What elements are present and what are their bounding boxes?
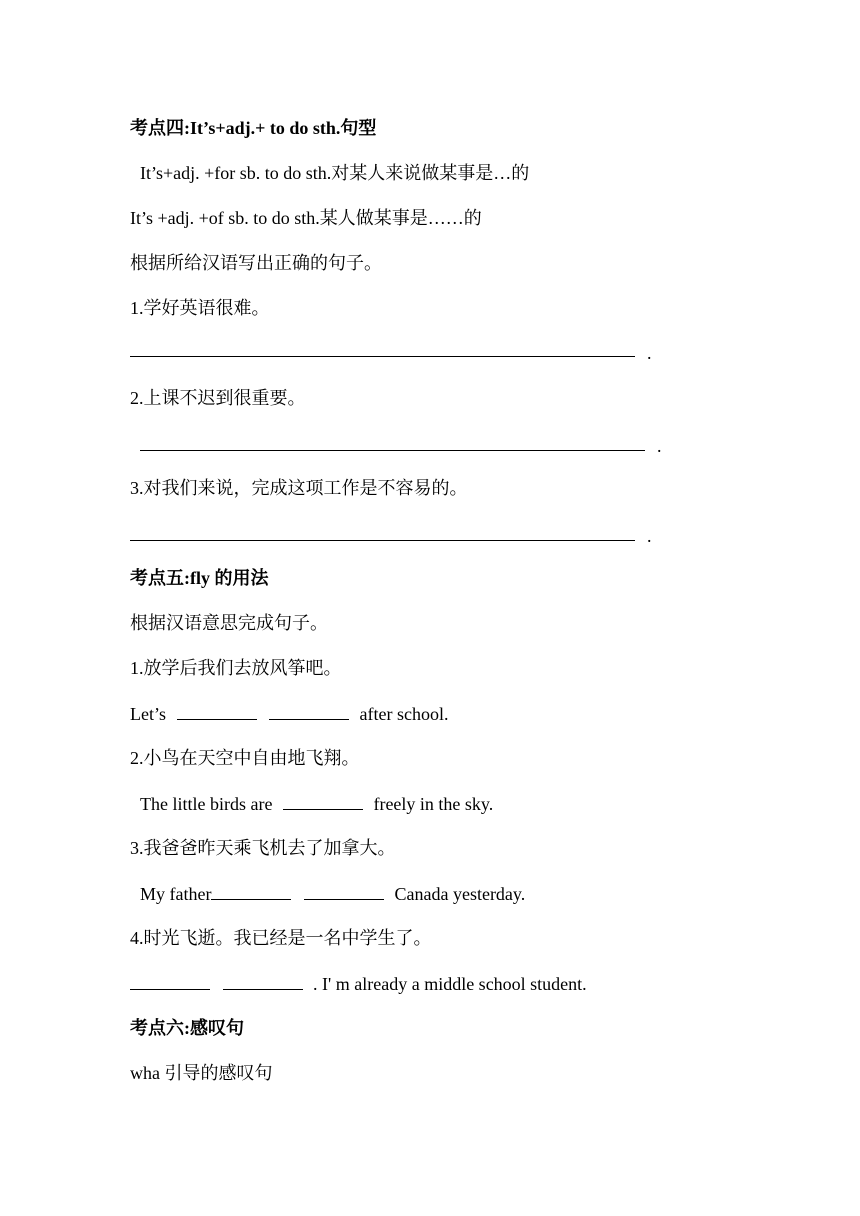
instruction-4: 根据所给汉语写出正确的句子。 [130,253,382,273]
fill-sentence [140,791,493,816]
question-prompt: 2.小鸟在天空中自由地飞翔。 [130,748,360,768]
answer-blank[interactable] [130,356,635,357]
question-prompt: 3.我爸爸昨天乘飞机去了加拿大。 [130,838,396,858]
answer-blank[interactable] [283,791,363,810]
subheading-what: wha 引导的感叹句 [130,1063,273,1083]
sentence-end: freely in the sky. [373,794,494,814]
question-prompt: 4.时光飞逝。我已经是一名中学生了。 [130,928,432,948]
sentence-end: after school. [359,704,449,724]
section-heading-6: 考点六:感叹句 [130,1018,244,1038]
answer-blank[interactable] [130,540,635,541]
answer-blank[interactable] [269,701,349,720]
answer-blank[interactable] [304,881,384,900]
question-prompt: 3.对我们来说，完成这项工作是不容易的。 [130,478,468,498]
question-prompt: 1.学好英语很难。 [130,298,270,318]
pattern-of-sb: It’s +adj. +of sb. to do sth.某人做某事是……的 [130,208,482,228]
answer-blank[interactable] [130,971,210,990]
sentence-end: . [657,436,662,456]
sentence-start: Let’s [130,704,166,724]
question-prompt: 2.上课不迟到很重要。 [130,388,306,408]
sentence-end: Canada yesterday. [394,884,526,904]
answer-blank[interactable] [211,881,291,900]
question-prompt: 1.放学后我们去放风筝吧。 [130,658,342,678]
sentence-end: . [647,526,652,546]
sentence-end: . [647,343,652,363]
fill-sentence [130,971,587,996]
fill-sentence [140,881,525,906]
sentence-start: My father [140,884,212,904]
section-heading-4: 考点四:It’s+adj.+ to do sth.句型 [130,118,377,138]
sentence-start: The little birds are [140,794,273,814]
answer-blank[interactable] [140,450,645,451]
fill-sentence [130,701,448,726]
pattern-for-sb: It’s+adj. +for sb. to do sth.对某人来说做某事是…的 [140,163,530,183]
sentence-end: . I' m already a middle school student. [313,974,587,994]
answer-blank[interactable] [223,971,303,990]
answer-blank[interactable] [177,701,257,720]
section-heading-5: 考点五:fly 的用法 [130,568,269,588]
instruction-5: 根据汉语意思完成句子。 [130,613,328,633]
